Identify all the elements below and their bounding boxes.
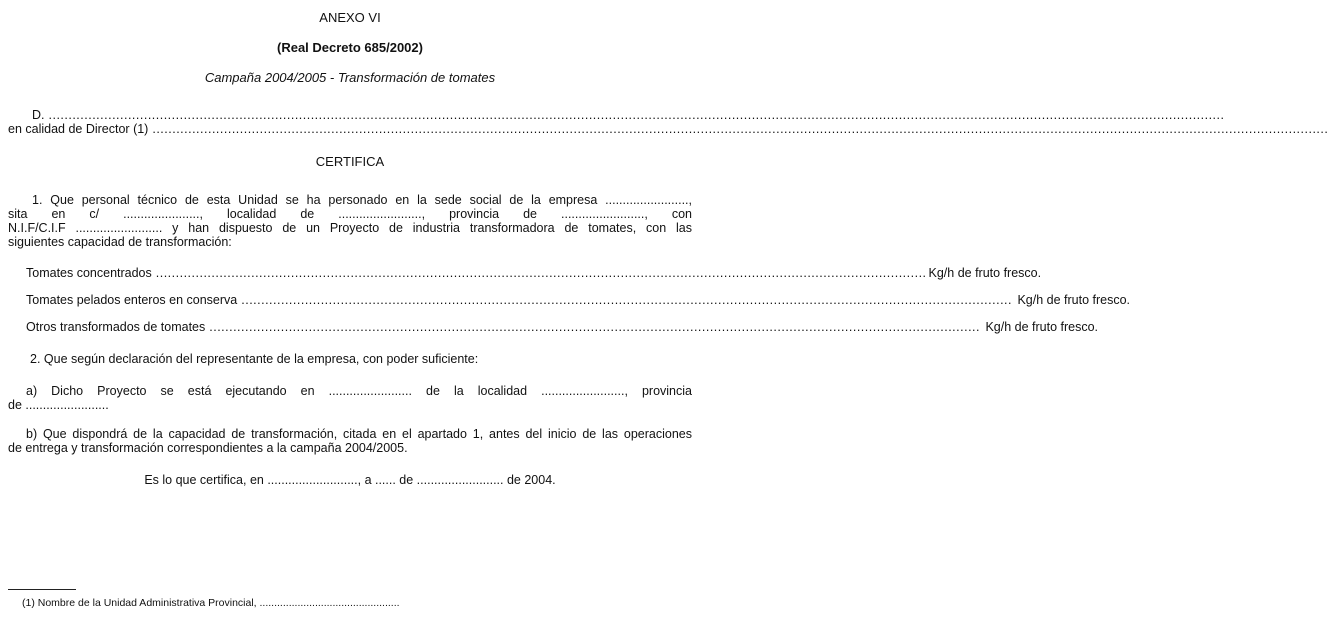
item-2b-line-1: b) Que dispondrá de la capacidad de transformación, citada en el apartado 1, antes del inicio de las operaciones: [26, 427, 692, 441]
item-1-line-1: 1. Que personal técnico de esta Unidad se ha personado en la sede social de la empresa ........................,: [32, 193, 692, 207]
item-2a-line-2: de ........................: [8, 398, 109, 412]
director-field-label: en calidad de Director (1): [8, 122, 149, 136]
certify-heading: CERTIFICA: [315, 154, 385, 169]
footnote-divider: [8, 589, 76, 590]
decree-reference: (Real Decreto 685/2002): [277, 40, 423, 55]
item-2a-line-1: a) Dicho Proyecto se está ejecutando en ........................ de la localidad ........................, provincia: [26, 384, 692, 398]
capacity-label: Tomates concentrados: [26, 266, 152, 280]
item-2b-line-2: de entrega y transformación correspondientes a la campaña 2004/2005.: [8, 441, 408, 455]
campaign-title: Campaña 2004/2005 - Transformación de tomates: [204, 70, 496, 85]
capacity-blank: ..................................................................................................................................................................................................: [241, 293, 1012, 307]
item-2a-paragraph: [8, 384, 692, 412]
capacity-blank: ..................................................................................................................................................................................................: [155, 266, 927, 280]
capacity-label: Otros transformados de tomates: [26, 320, 206, 334]
capacity-unit: Kg/h de fruto fresco.: [982, 320, 1099, 334]
item-1-paragraph: [8, 193, 692, 249]
item-2-intro: 2. Que según declaración del representante de la empresa, con poder suficiente:: [30, 352, 479, 366]
director-field-blank: ........................................................................................................................................................................................................................................................................................................: [152, 122, 1328, 136]
item-1-line-3: N.I.F/C.I.F ......................... y han dispuesto de un Proyecto de industria transformadora de tomates, con las: [8, 221, 692, 235]
item-2b-paragraph: [8, 427, 692, 455]
item-1-line-4: siguientes capacidad de transformación:: [8, 235, 232, 249]
footnote-text: (1) Nombre de la Unidad Administrativa Provincial, ................................................: [22, 597, 400, 609]
capacity-unit: Kg/h de fruto fresco.: [928, 266, 1042, 280]
director-field-line: [8, 122, 1328, 136]
capacity-row: [26, 320, 1099, 334]
item-1-line-2: sita en c/ ......................, localidad de ........................, provincia de ........................, con: [8, 207, 692, 221]
capacity-label: Tomates pelados enteros en conserva: [26, 293, 238, 307]
name-field-line: [8, 108, 1225, 122]
capacity-row: [26, 266, 1042, 280]
annex-title: ANEXO VI: [319, 10, 381, 25]
name-field-label: D.: [32, 108, 45, 122]
name-field-blank: ........................................................................................................................................................................................................................................................................................................: [48, 108, 1225, 122]
closing-statement: Es lo que certifica, en .........................., a ...... de ......................... de 2004.: [144, 473, 556, 487]
capacity-unit: Kg/h de fruto fresco.: [1014, 293, 1131, 307]
capacity-row: [26, 293, 1131, 307]
capacity-blank: ..................................................................................................................................................................................................: [209, 320, 980, 334]
